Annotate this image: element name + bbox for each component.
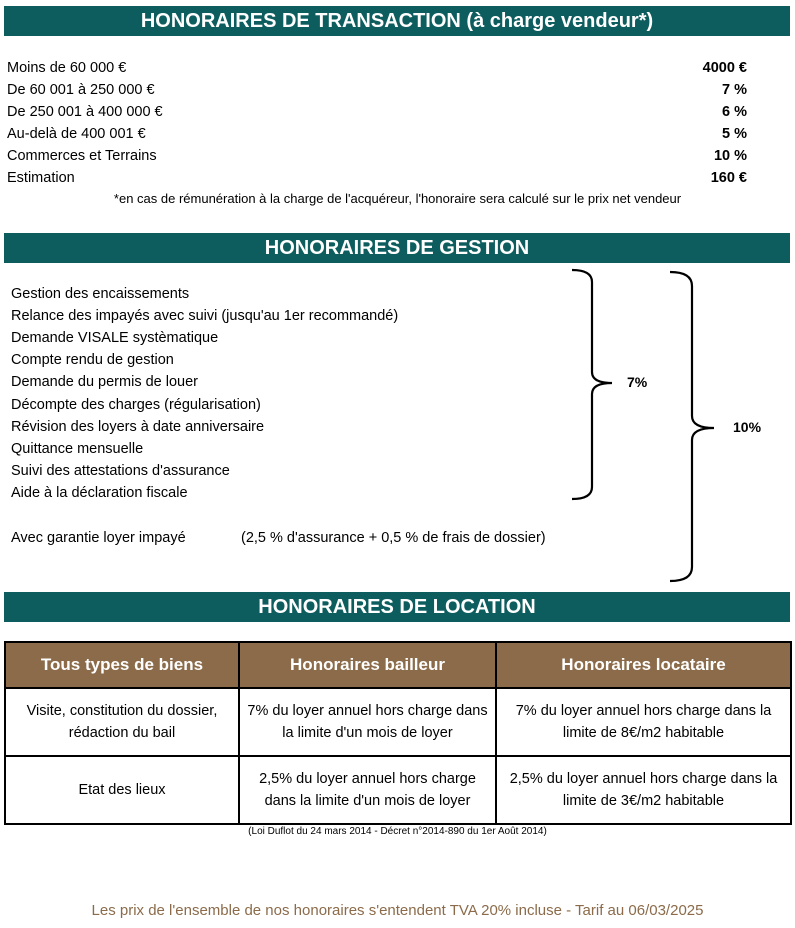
transaction-label: Moins de 60 000 € [7,60,127,76]
gestion-item: Suivi des attestations d'assurance [11,463,230,479]
table-cell: 2,5% du loyer annuel hors charge dans la limite de 3€/m2 habitable [496,756,791,824]
transaction-title: HONORAIRES DE TRANSACTION (à charge vendeur*) [4,6,790,36]
table-cell: 2,5% du loyer annuel hors charge dans la limite d'un mois de loyer [239,756,496,824]
transaction-label: De 60 001 à 250 000 € [7,82,155,98]
table-header: Honoraires bailleur [239,642,496,688]
table-cell: Etat des lieux [5,756,239,824]
table-cell: 7% du loyer annuel hors charge dans la limite de 8€/m2 habitable [496,688,791,756]
gestion-item: Révision des loyers à date anniversaire [11,419,265,435]
brace-large [670,272,714,581]
transaction-note: *en cas de rémunération à la charge de l'acquéreur, l'honoraire sera calculé sur le prix net vendeur [113,191,682,206]
transaction-label: Commerces et Terrains [7,148,157,164]
transaction-label: De 250 001 à 400 000 € [7,104,163,120]
gestion-item: Demande du permis de louer [11,374,198,390]
gestion-item: Aide à la déclaration fiscale [11,485,188,501]
footer-note: Les prix de l'ensemble de nos honoraires s'entendent TVA 20% incluse - Tarif au 06/03/2025 [91,902,704,919]
transaction-value: 5 % [722,126,747,142]
gestion-item: Demande VISALE systèmatique [11,330,219,346]
gestion-item: Gestion des encaissements [11,286,190,302]
transaction-value: 4000 € [702,60,747,76]
table-cell: Visite, constitution du dossier, rédaction du bail [5,688,239,756]
transaction-value: 7 % [722,82,747,98]
gestion-item: Compte rendu de gestion [11,352,174,368]
table-cell: 7% du loyer annuel hors charge dans la limite d'un mois de loyer [239,688,496,756]
location-title: HONORAIRES DE LOCATION [4,592,790,622]
guarantee-label: Avec garantie loyer impayé [11,530,186,546]
guarantee-detail: (2,5 % d'assurance + 0,5 % de frais de dossier) [241,530,546,546]
table-header: Tous types de biens [5,642,239,688]
table-row [5,756,791,824]
transaction-value: 6 % [722,104,747,120]
gestion-item: Décompte des charges (régularisation) [11,397,261,413]
gestion-item: Relance des impayés avec suivi (jusqu'au 1er recommandé) [11,308,399,324]
legal-reference: (Loi Duflot du 24 mars 2014 - Décret n°2014-890 du 1er Août 2014) [248,826,547,837]
gestion-title: HONORAIRES DE GESTION [4,233,790,263]
transaction-label: Estimation [7,170,75,186]
transaction-value: 160 € [710,170,747,186]
location-table [4,641,792,825]
table-header: Honoraires locataire [496,642,791,688]
transaction-value: 10 % [713,148,747,164]
table-header-row [5,642,791,688]
rate-base: 7% [627,374,648,390]
rate-total: 10% [733,419,762,435]
gestion-item: Quittance mensuelle [11,441,144,457]
table-row [5,688,791,756]
brace-small [572,270,612,499]
transaction-label: Au-delà de 400 001 € [7,126,146,142]
